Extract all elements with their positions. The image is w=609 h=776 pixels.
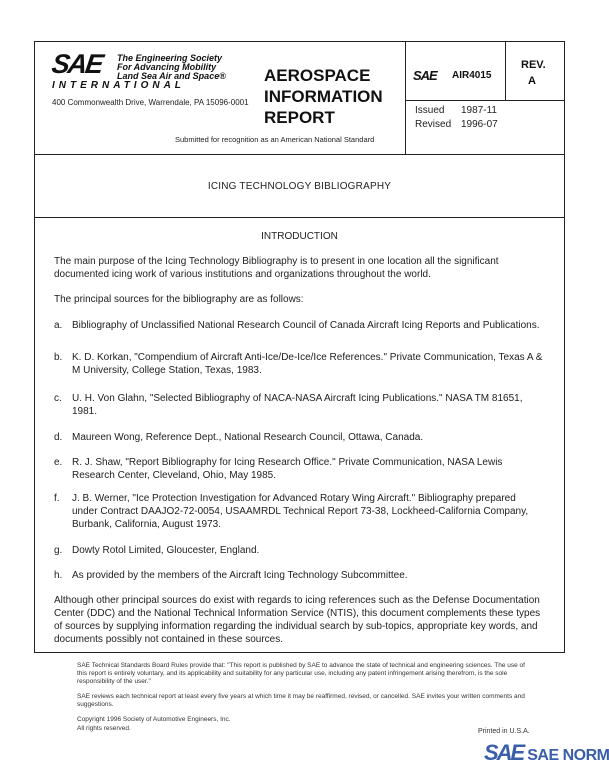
org-tagline: The Engineering Society For Advancing Mobility Land Sea Air and Space® xyxy=(117,53,226,81)
international-label: INTERNATIONAL xyxy=(52,80,185,91)
issued-row: Issued 1987-11 xyxy=(415,105,497,116)
header-column-divider xyxy=(405,42,406,154)
rev-label: REV. xyxy=(521,59,546,71)
list-item: e. R. J. Shaw, "Report Bibliography for Icing Research Office." Private Communication, NASA Lewis Research Center, Cleveland, Ohio, May 1985. xyxy=(54,457,503,481)
header-divider xyxy=(35,154,564,155)
document-number: AIR4015 xyxy=(452,70,492,81)
revised-row: Revised 1996-07 xyxy=(415,119,498,130)
list-item: c. U. H. Von Glahn, "Selected Bibliography of NACA-NASA Aircraft Icing Publications." NASA TM 81651, 1981. xyxy=(54,393,523,417)
list-item: g. Dowty Rotol Limited, Gloucester, England. xyxy=(54,545,260,556)
sae-logo: SAE xyxy=(49,49,104,79)
submitted-note: Submitted for recognition as an American National Standard xyxy=(175,135,375,144)
printed-in: Printed in U.S.A. xyxy=(478,728,530,735)
intro-paragraph-3: Although other principal sources do exist with regards to icing references such as the Defense Documentation Center (DDC) and the National Technical Information Service (NTIS), this document complements these types of sources by supplying information regarding the individual search by sub-topics, appropriate key words, and documents possibly not contained in these sources. xyxy=(54,595,541,645)
footer-notice-1: SAE Technical Standards Board Rules provide that: "This report is published by SAE to advance the state of technical and engineering sciences. The use of this report is entirely voluntary, and its applicability and suitability for any particular use, including any patent infringement arising therefrom, is the sole responsibility of the user." xyxy=(77,662,525,685)
document-title: ICING TECHNOLOGY BIBLIOGRAPHY xyxy=(207,181,392,192)
rev-column-divider xyxy=(505,42,506,101)
intro-paragraph-1: The main purpose of the Icing Technology Bibliography is to present in one location all the significant documented icing work of various institutions and organizations throughout the world. xyxy=(54,256,499,280)
document-dates xyxy=(415,104,498,132)
introduction-heading: INTRODUCTION xyxy=(261,231,338,242)
doc-number-divider xyxy=(405,100,564,101)
list-item: d. Maureen Wong, Reference Dept., National Research Council, Ottawa, Canada. xyxy=(54,432,424,443)
rights-line: All rights reserved. xyxy=(77,725,131,732)
list-item: f. J. B. Werner, "Ice Protection Investigation for Advanced Rotary Wing Aircraft." Bibliography prepared under Contract DAAJO2-72-0054, USAAMRDL Technical Report 73-38, Lockheed-California Company, Burbank, California, August 1973. xyxy=(54,493,529,530)
org-address: 400 Commonwealth Drive, Warrendale, PA 15096-0001 xyxy=(52,98,249,107)
list-item: b. K. D. Korkan, "Compendium of Aircraft Anti-Ice/De-Ice/Ice References." Private Communication, Texas A & M University, College Station, Texas, 1983. xyxy=(54,352,543,376)
list-item: h. As provided by the members of the Aircraft Icing Technology Subcommittee. xyxy=(54,570,408,581)
footer-notice-2: SAE reviews each technical report at least every five years at which time it may be reaffirmed, revised, or cancelled. SAE invites your written comments and suggestions. xyxy=(77,693,525,708)
list-item: a. Bibliography of Unclassified National Research Council of Canada Aircraft Icing Reports and Publications. xyxy=(54,320,540,331)
sae-small-logo: SAE xyxy=(413,68,437,83)
rev-value: A xyxy=(528,75,536,87)
document-frame xyxy=(34,41,565,653)
copyright-line: Copyright 1996 Society of Automotive Engineers, Inc. xyxy=(77,716,231,723)
watermark-text: SAE NORM xyxy=(527,747,609,764)
watermark-logo: SAE xyxy=(484,740,524,765)
title-divider xyxy=(35,217,564,218)
intro-paragraph-2: The principal sources for the bibliography are as follows: xyxy=(54,294,304,305)
document-type: AEROSPACE INFORMATION REPORT xyxy=(264,66,383,127)
sae-norm-watermark xyxy=(484,740,609,766)
